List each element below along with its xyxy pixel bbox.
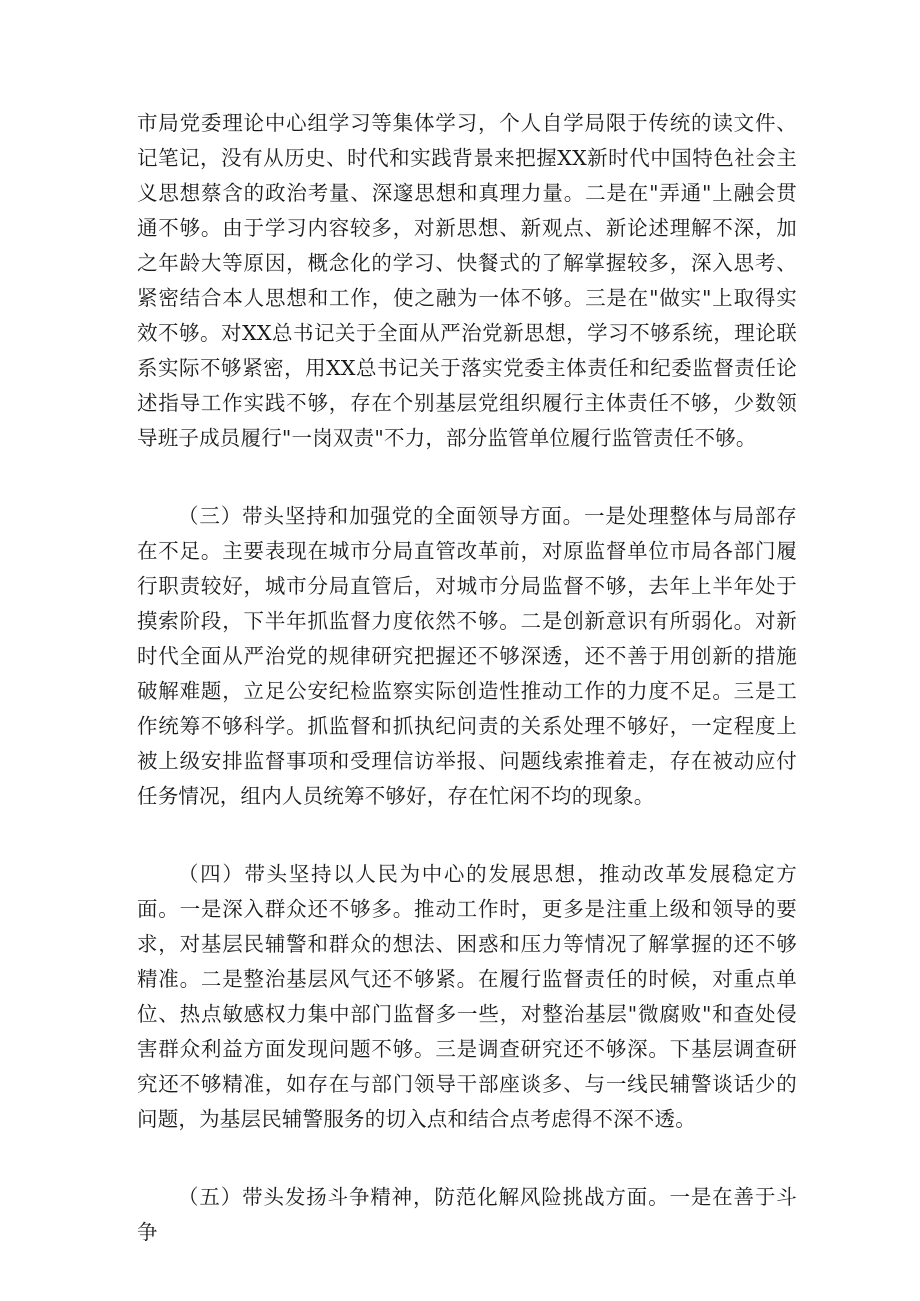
paragraph-gap (137, 814, 797, 857)
paragraph-gap (137, 1137, 797, 1180)
paragraph-section-five: （五）带头发扬斗争精神，防范化解风险挑战方面。一是在善于斗争 (137, 1185, 797, 1244)
paragraph-section-three: （三）带头坚持和加强党的全面领导方面。一是处理整体与局部存在不足。主要表现在城市分局直管改革前，对原监督单位市局各部门履行职责较好，城市分局直管后，对城市分局监督不够，去年上半年处于摸索阶段，下半年抓监督力度依然不够。二是创新意识有所弱化。对新时代全面从严治党的规律研究把握还不够深透，还不善于用创新的措施破解难题，立足公安纪检监察实际创造性推动工作的力度不足。三是工作统筹不够科学。抓监督和抓执纪问责的关系处理不够好，一定程度上被上级安排监督事项和受理信访举报、问题线索推着走，存在被动应付任务情况，组内人员统筹不够好，存在忙闲不均的现象。 (137, 504, 797, 808)
document-page (137, 106, 797, 1250)
paragraph-section-four: （四）带头坚持以人民为中心的发展思想，推动改革发展稳定方面。一是深入群众还不够多。推动工作时，更多是注重上级和领导的要求，对基层民辅警和群众的想法、困惑和压力等情况了解掌握的还不够精准。二是整治基层风气还不够紧。在履行监督责任的时候，对重点单位、热点敏感权力集中部门监督多一些，对整治基层"微腐败"和查处侵害群众利益方面发现问题不够。三是调查研究还不够深。下基层调查研究还不够精准，如存在与部门领导干部座谈多、与一线民辅警谈话少的问题，为基层民辅警服务的切入点和结合点考虑得不深不透。 (137, 862, 797, 1131)
paragraph-gap (137, 456, 797, 499)
paragraph-study-issues: 市局党委理论中心组学习等集体学习，个人自学局限于传统的读文件、记笔记，没有从历史、时代和实践背景来把握XX新时代中国特色社会主义思想蔡含的政治考量、深邃思想和真理力量。二是在"弄通"上融会贯通不够。由于学习内容较多，对新思想、新观点、新论述理解不深，加之年龄大等原因，概念化的学习、快餐式的了解掌握较多，深入思考、紧密结合本人思想和工作，使之融为一体不够。三是在"做实"上取得实效不够。对XX总书记关于全面从严治党新思想，学习不够系统，理论联系实际不够紧密，用XX总书记关于落实党委主体责任和纪委监督责任论述指导工作实践不够，存在个别基层党组织履行主体责任不够，少数领导班子成员履行"一岗双责"不力，部分监管单位履行监管责任不够。 (137, 111, 797, 450)
